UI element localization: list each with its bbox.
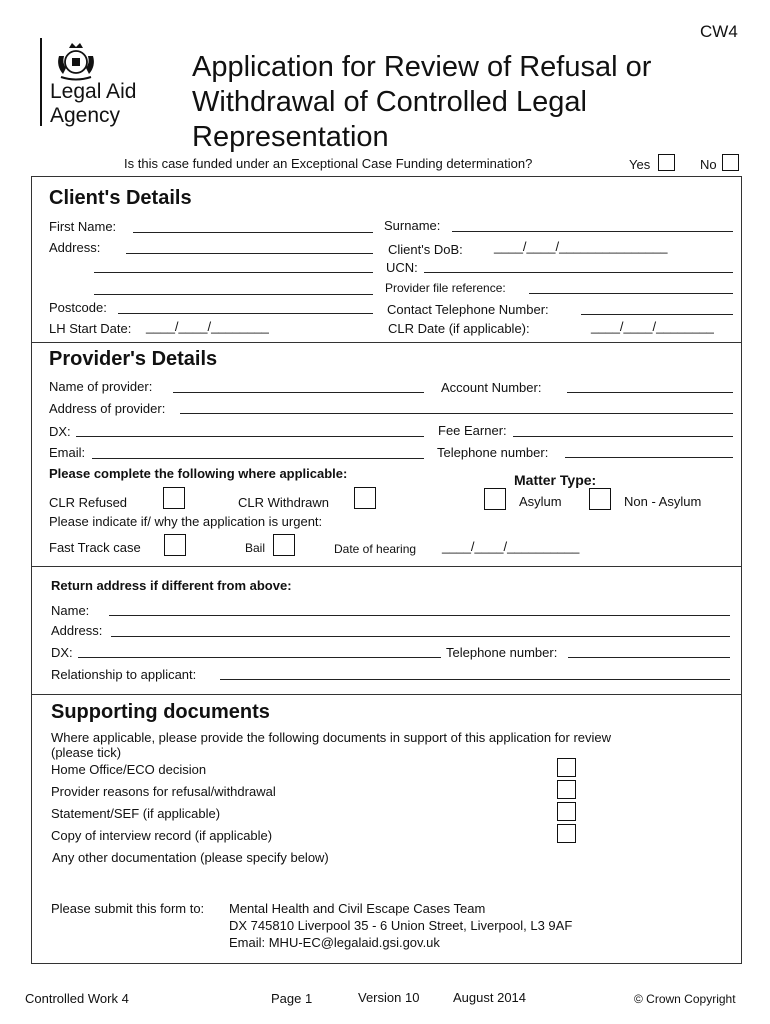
- doc-item-4-checkbox[interactable]: [557, 824, 576, 843]
- first-name-field[interactable]: [133, 232, 373, 233]
- provider-email-label: Email:: [49, 445, 86, 460]
- contact-tel-label: Contact Telephone Number:: [387, 302, 549, 317]
- ecf-no-label: No: [700, 157, 717, 172]
- address-field-3[interactable]: [94, 294, 373, 295]
- provider-dx-label: DX:: [49, 424, 71, 439]
- doc-item-2-checkbox[interactable]: [557, 780, 576, 799]
- contact-tel-field[interactable]: [581, 314, 733, 315]
- supporting-intro: Where applicable, please provide the following documents in support of this application for review: [51, 730, 612, 745]
- doc-item-4-label: Copy of interview record (if applicable): [51, 828, 273, 843]
- title-line2: Withdrawal of Controlled Legal: [192, 86, 587, 118]
- clr-refused-label: CLR Refused: [49, 495, 128, 510]
- provider-name-field[interactable]: [173, 392, 424, 393]
- return-name-label: Name:: [51, 603, 90, 618]
- client-heading: Client's Details: [49, 187, 192, 209]
- provider-name-label: Name of provider:: [49, 379, 153, 394]
- return-tel-field[interactable]: [568, 657, 730, 658]
- address-field-2[interactable]: [94, 272, 373, 273]
- address-field-1[interactable]: [126, 253, 373, 254]
- complete-instruction: Please complete the following where applicable:: [49, 466, 348, 481]
- postcode-label: Postcode:: [49, 300, 107, 315]
- bail-label: Bail: [245, 541, 266, 555]
- asylum-label: Asylum: [519, 494, 562, 509]
- lh-start-label: LH Start Date:: [49, 321, 132, 336]
- return-tel-label: Telephone number:: [446, 645, 558, 660]
- supporting-heading: Supporting documents: [51, 701, 270, 723]
- supporting-tick: (please tick): [51, 745, 122, 760]
- footer-version: Version 10: [358, 990, 420, 1005]
- fast-track-label: Fast Track case: [49, 540, 141, 555]
- return-address-label: Address:: [51, 623, 103, 638]
- footer-date: August 2014: [453, 990, 527, 1005]
- provider-address-label: Address of provider:: [49, 401, 166, 416]
- provider-tel-label: Telephone number:: [437, 445, 549, 460]
- divider-return: [31, 566, 742, 567]
- hearing-date-field[interactable]: ____/____/__________: [442, 539, 580, 554]
- return-heading: Return address if different from above:: [51, 578, 292, 593]
- account-field[interactable]: [567, 392, 733, 393]
- ucn-label: UCN:: [386, 260, 418, 275]
- divider-supporting: [31, 694, 742, 695]
- return-dx-label: DX:: [51, 645, 73, 660]
- asylum-checkbox[interactable]: [484, 488, 506, 510]
- clr-refused-checkbox[interactable]: [163, 487, 185, 509]
- ecf-question: Is this case funded under an Exceptional Case Funding determination?: [124, 156, 533, 171]
- submit-email: Email: MHU-EC@legalaid.gsi.gov.uk: [229, 935, 440, 950]
- matter-type-label: Matter Type:: [514, 472, 597, 488]
- agency-name-line2: Agency: [50, 104, 121, 127]
- provider-email-field[interactable]: [92, 458, 424, 459]
- footer-copyright: © Crown Copyright: [634, 992, 736, 1006]
- doc-item-1-checkbox[interactable]: [557, 758, 576, 777]
- non-asylum-label: Non - Asylum: [624, 494, 702, 509]
- agency-logo-bar: [40, 38, 42, 126]
- ecf-yes-label: Yes: [629, 157, 651, 172]
- agency-logo: [40, 38, 180, 130]
- clr-date-label: CLR Date (if applicable):: [388, 321, 530, 336]
- provider-tel-field[interactable]: [565, 457, 733, 458]
- doc-item-2-label: Provider reasons for refusal/withdrawal: [51, 784, 276, 799]
- other-docs-label: Any other documentation (please specify below): [52, 850, 329, 865]
- return-name-field[interactable]: [109, 615, 730, 616]
- doc-item-3-checkbox[interactable]: [557, 802, 576, 821]
- title-line1: Application for Review of Refusal or: [192, 51, 652, 83]
- return-address-field[interactable]: [111, 636, 730, 637]
- fee-earner-field[interactable]: [513, 436, 733, 437]
- lh-start-field[interactable]: ____/____/________: [146, 319, 269, 334]
- dob-label: Client's DoB:: [388, 242, 463, 257]
- fast-track-checkbox[interactable]: [164, 534, 186, 556]
- first-name-label: First Name:: [49, 219, 117, 234]
- agency-name-line1: Legal Aid: [50, 80, 137, 103]
- doc-item-3-label: Statement/SEF (if applicable): [51, 806, 221, 821]
- postcode-field[interactable]: [118, 313, 373, 314]
- provider-ref-field[interactable]: [529, 293, 733, 294]
- provider-heading: Provider's Details: [49, 348, 218, 370]
- ecf-no-checkbox[interactable]: [722, 154, 739, 171]
- urgent-label: Please indicate if/ why the application is urgent:: [49, 514, 323, 529]
- form-code: CW4: [700, 22, 738, 41]
- account-label: Account Number:: [441, 380, 542, 395]
- submit-label: Please submit this form to:: [51, 901, 205, 916]
- provider-dx-field[interactable]: [76, 436, 424, 437]
- hearing-label: Date of hearing: [334, 542, 417, 556]
- surname-field[interactable]: [452, 231, 733, 232]
- submit-line-2: DX 745810 Liverpool 35 - 6 Union Street, Liverpool, L3 9AF: [229, 918, 573, 933]
- royal-crest-icon: [53, 38, 99, 82]
- doc-item-1-label: Home Office/ECO decision: [51, 762, 207, 777]
- title-line3: Representation: [192, 121, 389, 153]
- bail-checkbox[interactable]: [273, 534, 295, 556]
- address-label: Address:: [49, 240, 101, 255]
- clr-withdrawn-checkbox[interactable]: [354, 487, 376, 509]
- non-asylum-checkbox[interactable]: [589, 488, 611, 510]
- relationship-label: Relationship to applicant:: [51, 667, 197, 682]
- ucn-field[interactable]: [424, 272, 733, 273]
- footer-page: Page 1: [271, 991, 313, 1006]
- dob-field[interactable]: ____/____/_______________: [494, 239, 668, 254]
- ecf-yes-checkbox[interactable]: [658, 154, 675, 171]
- fee-earner-label: Fee Earner:: [438, 423, 507, 438]
- provider-address-field[interactable]: [180, 413, 733, 414]
- surname-label: Surname:: [384, 218, 441, 233]
- clr-withdrawn-label: CLR Withdrawn: [238, 495, 330, 510]
- relationship-field[interactable]: [220, 679, 730, 680]
- divider-provider: [31, 342, 742, 343]
- provider-ref-label: Provider file reference:: [385, 281, 506, 295]
- clr-date-field[interactable]: ____/____/________: [591, 319, 714, 334]
- return-dx-field[interactable]: [78, 657, 441, 658]
- footer-form-name: Controlled Work 4: [25, 991, 129, 1006]
- submit-line-1: Mental Health and Civil Escape Cases Team: [229, 901, 486, 916]
